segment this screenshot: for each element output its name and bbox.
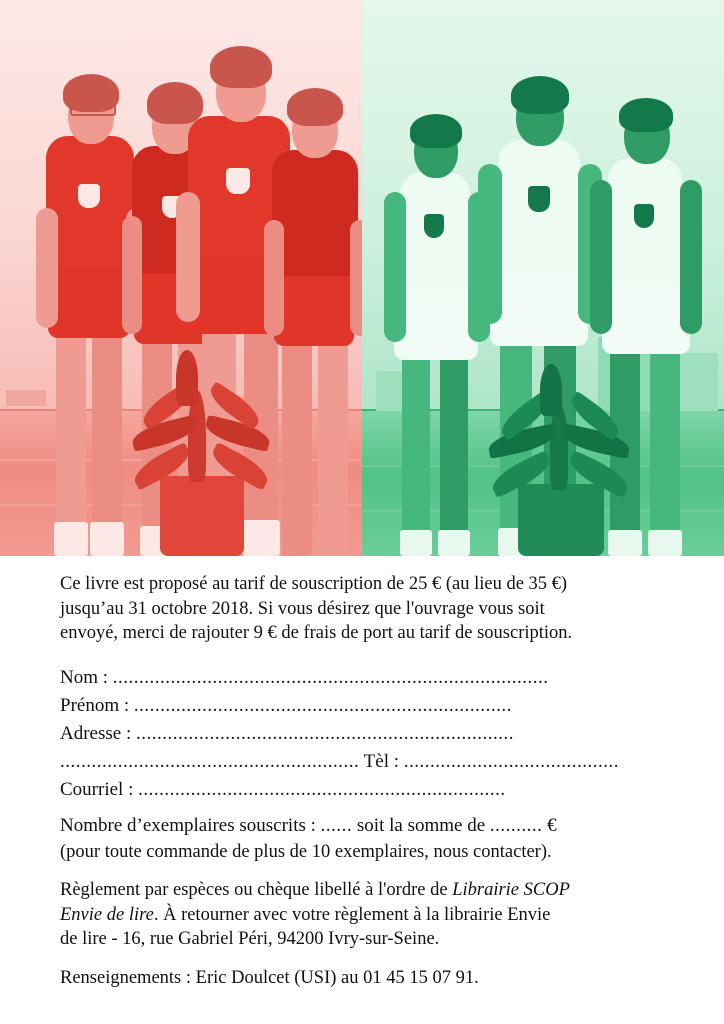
somme-label: soit la somme de — [356, 814, 486, 836]
intro-line-3: envoyé, merci de rajouter 9 € de frais de port au tarif de souscription. — [60, 623, 573, 643]
potted-plant — [128, 316, 278, 556]
nom-label: Nom : — [60, 666, 109, 688]
somme-input-line[interactable]: .......... — [489, 814, 543, 836]
payment-line-b: . À retourner avec votre règlement à la librairie Envie — [153, 904, 551, 925]
bulk-order-note: (pour toute commande de plus de 10 exemplaires, nous contacter). — [60, 841, 552, 862]
potted-plant — [478, 336, 638, 556]
nombre-input-line[interactable]: ...... — [320, 814, 353, 836]
courriel-label: Courriel : — [60, 778, 134, 800]
field-row-nombre-exemplaires[interactable] — [60, 812, 666, 840]
courriel-input-line[interactable]: ...................................................................... — [138, 778, 506, 800]
tel-label: Tèl : — [363, 750, 400, 772]
subscription-form — [0, 556, 724, 990]
field-row-courriel[interactable] — [60, 776, 666, 804]
field-row-prenom[interactable] — [60, 692, 666, 720]
photo-left-women-athletes — [0, 0, 362, 556]
field-row-adresse-suite-tel[interactable] — [60, 748, 666, 776]
prenom-input-line[interactable]: ........................................................................ — [133, 694, 512, 716]
field-row-adresse[interactable] — [60, 720, 666, 748]
prenom-label: Prénom : — [60, 694, 130, 716]
adresse-input-line-2[interactable]: ......................................................... — [60, 750, 360, 772]
nom-input-line[interactable]: ................................................................................... — [112, 666, 549, 688]
intro-line-1: Ce livre est proposé au tarif de souscription de 25 € (au lieu de 35 €) — [60, 574, 568, 594]
payment-instructions — [60, 878, 666, 952]
intro-paragraph — [60, 572, 666, 646]
nombre-label: Nombre d’exemplaires souscrits : — [60, 814, 316, 836]
field-row-nom[interactable] — [60, 664, 666, 692]
payment-line-a: Règlement par espèces ou chèque libellé à l'ordre de — [60, 880, 453, 900]
contact-info: Renseignements : Eric Doulcet (USI) au 01 45 15 07 91. — [60, 967, 479, 988]
adresse-label: Adresse : — [60, 722, 132, 744]
currency-symbol: € — [547, 814, 557, 836]
shop-name-line-2: Envie de lire — [60, 904, 154, 925]
tel-input-line[interactable]: ......................................... — [403, 750, 620, 772]
adresse-input-line[interactable]: ........................................................................ — [135, 722, 514, 744]
photo-right-men-runners — [362, 0, 724, 556]
payment-line-c: de lire - 16, rue Gabriel Péri, 94200 Ivry-sur-Seine. — [60, 929, 440, 949]
athlete-figure — [264, 50, 362, 556]
shop-name-line-1: Librairie SCOP — [452, 880, 570, 900]
intro-line-2: jusqu’au 31 octobre 2018. Si vous désirez que l'ouvrage vous soit — [60, 598, 545, 619]
